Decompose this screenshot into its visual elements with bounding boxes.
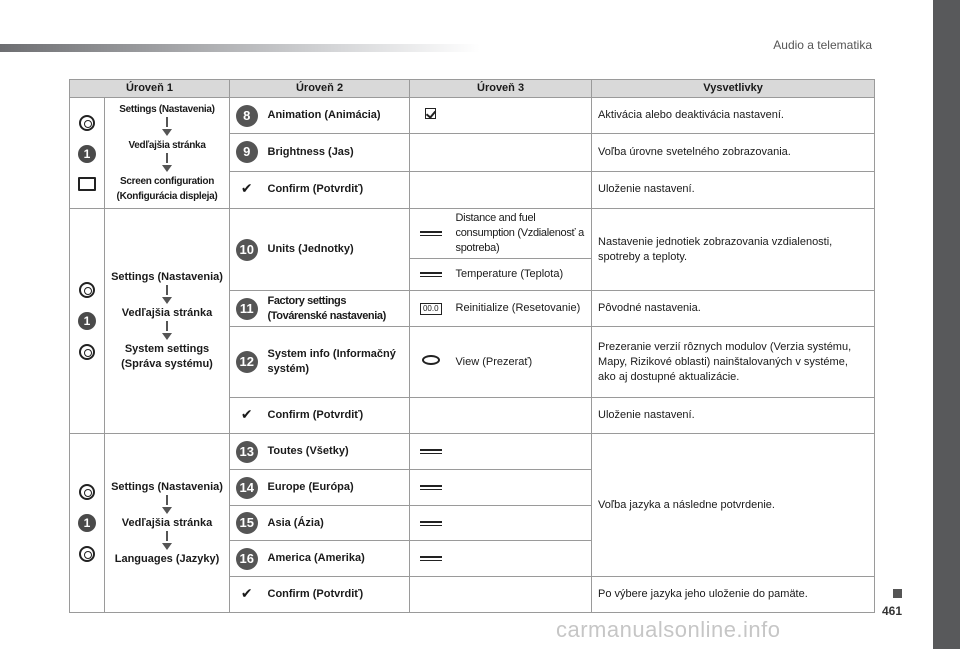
- item-number-badge: 8: [236, 105, 258, 127]
- arrow-down-icon: [162, 165, 172, 172]
- table-row: [70, 434, 875, 470]
- level2-animation: Animation (Animácia): [264, 98, 410, 134]
- section-title: Audio a telematika: [773, 38, 872, 52]
- side-strip: [933, 0, 960, 649]
- watermark: carmanualsonline.info: [556, 617, 781, 642]
- selector-bar-icon: [420, 556, 442, 561]
- selector-bar-icon: [420, 449, 442, 454]
- level2-units: Units (Jednotky): [264, 209, 410, 291]
- reset-icon: 00.0: [420, 303, 442, 315]
- desc-factory: Pôvodné nastavenia.: [592, 291, 875, 327]
- item-number-badge: 12: [236, 351, 258, 373]
- desc-languages: Voľba jazyka a následne potvrdenie.: [592, 434, 875, 577]
- header-explanations: Vysvetlivky: [592, 80, 875, 98]
- header-level1: Úroveň 1: [70, 80, 230, 98]
- item-number-badge: 15: [236, 512, 258, 534]
- level2-brightness: Brightness (Jas): [264, 134, 410, 171]
- system-settings-icon: [79, 344, 95, 360]
- level2-confirm: Confirm (Potvrdiť): [264, 171, 410, 208]
- nav-step-languages: Languages (Jazyky): [114, 552, 220, 565]
- selector-bar-icon: [420, 272, 442, 277]
- checkbox-icon: [425, 108, 436, 119]
- settings-gear-icon: [79, 115, 95, 131]
- level2-system-info: System info (Informačný systém): [264, 327, 410, 398]
- level2-europe: Europe (Európa): [264, 470, 410, 506]
- settings-gear-icon: [79, 282, 95, 298]
- item-number-badge: 9: [236, 141, 258, 163]
- button-1-badge: 1: [78, 312, 96, 330]
- screen-icon: [78, 177, 96, 191]
- eye-icon: [422, 355, 440, 365]
- desc-confirm: Uloženie nastavení.: [592, 171, 875, 208]
- desc-units: Nastavenie jednotiek zobrazovania vzdialenosti, spotreby a teploty.: [592, 209, 875, 291]
- language-icon: [79, 546, 95, 562]
- arrow-down-icon: [162, 129, 172, 136]
- settings-gear-icon: [79, 484, 95, 500]
- level3-view: View (Prezerať): [452, 327, 592, 398]
- arrow-down-icon: [162, 297, 172, 304]
- level3-temperature: Temperature (Teplota): [452, 259, 592, 291]
- item-number-badge: 11: [236, 298, 258, 320]
- button-1-badge: 1: [78, 145, 96, 163]
- level2-america: America (Amerika): [264, 541, 410, 577]
- settings-table: [69, 79, 875, 613]
- item-number-badge: 16: [236, 548, 258, 570]
- desc-system-info: Prezeranie verzií rôznych modulov (Verzia systému, Mapy, Rizikové oblasti) nainštalovaných v systéme, ako aj dostupné aktualizácie.: [592, 327, 875, 398]
- nav-step-secondary-page: Vedľajšia stránka: [128, 140, 206, 151]
- checkmark-icon: ✔: [240, 406, 253, 422]
- arrow-down-icon: [162, 543, 172, 550]
- desc-confirm-language: Po výbere jazyka jeho uloženie do pamäte.: [592, 577, 875, 613]
- level2-factory-settings: Factory settings (Továrenské nastavenia): [264, 291, 410, 327]
- arrow-down-icon: [162, 333, 172, 340]
- nav-step-settings: Settings (Nastavenia): [111, 480, 223, 493]
- level3-distance: Distance and fuel consumption (Vzdialenosť a spotreba): [452, 209, 592, 259]
- top-gradient-bar: [0, 44, 480, 52]
- desc-animation: Aktivácia alebo deaktivácia nastavení.: [592, 98, 875, 134]
- page-number: 461: [881, 604, 902, 618]
- desc-brightness: Voľba úrovne svetelného zobrazovania.: [592, 134, 875, 171]
- desc-confirm: Uloženie nastavení.: [592, 398, 875, 434]
- checkmark-icon: ✔: [240, 585, 253, 601]
- nav-step-settings: Settings (Nastavenia): [111, 271, 223, 283]
- arrow-down-icon: [162, 507, 172, 514]
- level2-confirm: Confirm (Potvrdiť): [264, 577, 410, 613]
- item-number-badge: 14: [236, 477, 258, 499]
- page-mark: [893, 589, 902, 598]
- nav-step-system-settings: System settings (Správa systému): [121, 343, 213, 370]
- selector-bar-icon: [420, 485, 442, 490]
- item-number-badge: 13: [236, 441, 258, 463]
- header-level3: Úroveň 3: [410, 80, 592, 98]
- level2-asia: Asia (Ázia): [264, 506, 410, 541]
- button-1-badge: 1: [78, 514, 96, 532]
- selector-bar-icon: [420, 521, 442, 526]
- checkmark-icon: ✔: [240, 180, 253, 197]
- nav-step-secondary-page: Vedľajšia stránka: [121, 516, 213, 529]
- nav-step-secondary-page: Vedľajšia stránka: [121, 307, 213, 319]
- header-level2: Úroveň 2: [230, 80, 410, 98]
- nav-step-screen-config: Screen configuration (Konfigurácia displeja): [116, 176, 218, 202]
- nav-step-settings: Settings (Nastavenia): [119, 104, 215, 115]
- table-header-row: [70, 80, 875, 98]
- table-row: [70, 209, 875, 259]
- level2-all: Toutes (Všetky): [264, 434, 410, 470]
- level2-confirm: Confirm (Potvrdiť): [264, 398, 410, 434]
- selector-bar-icon: [420, 231, 442, 236]
- level3-reinitialize: Reinitialize (Resetovanie): [452, 291, 592, 327]
- item-number-badge: 10: [236, 239, 258, 261]
- table-row: [70, 98, 875, 134]
